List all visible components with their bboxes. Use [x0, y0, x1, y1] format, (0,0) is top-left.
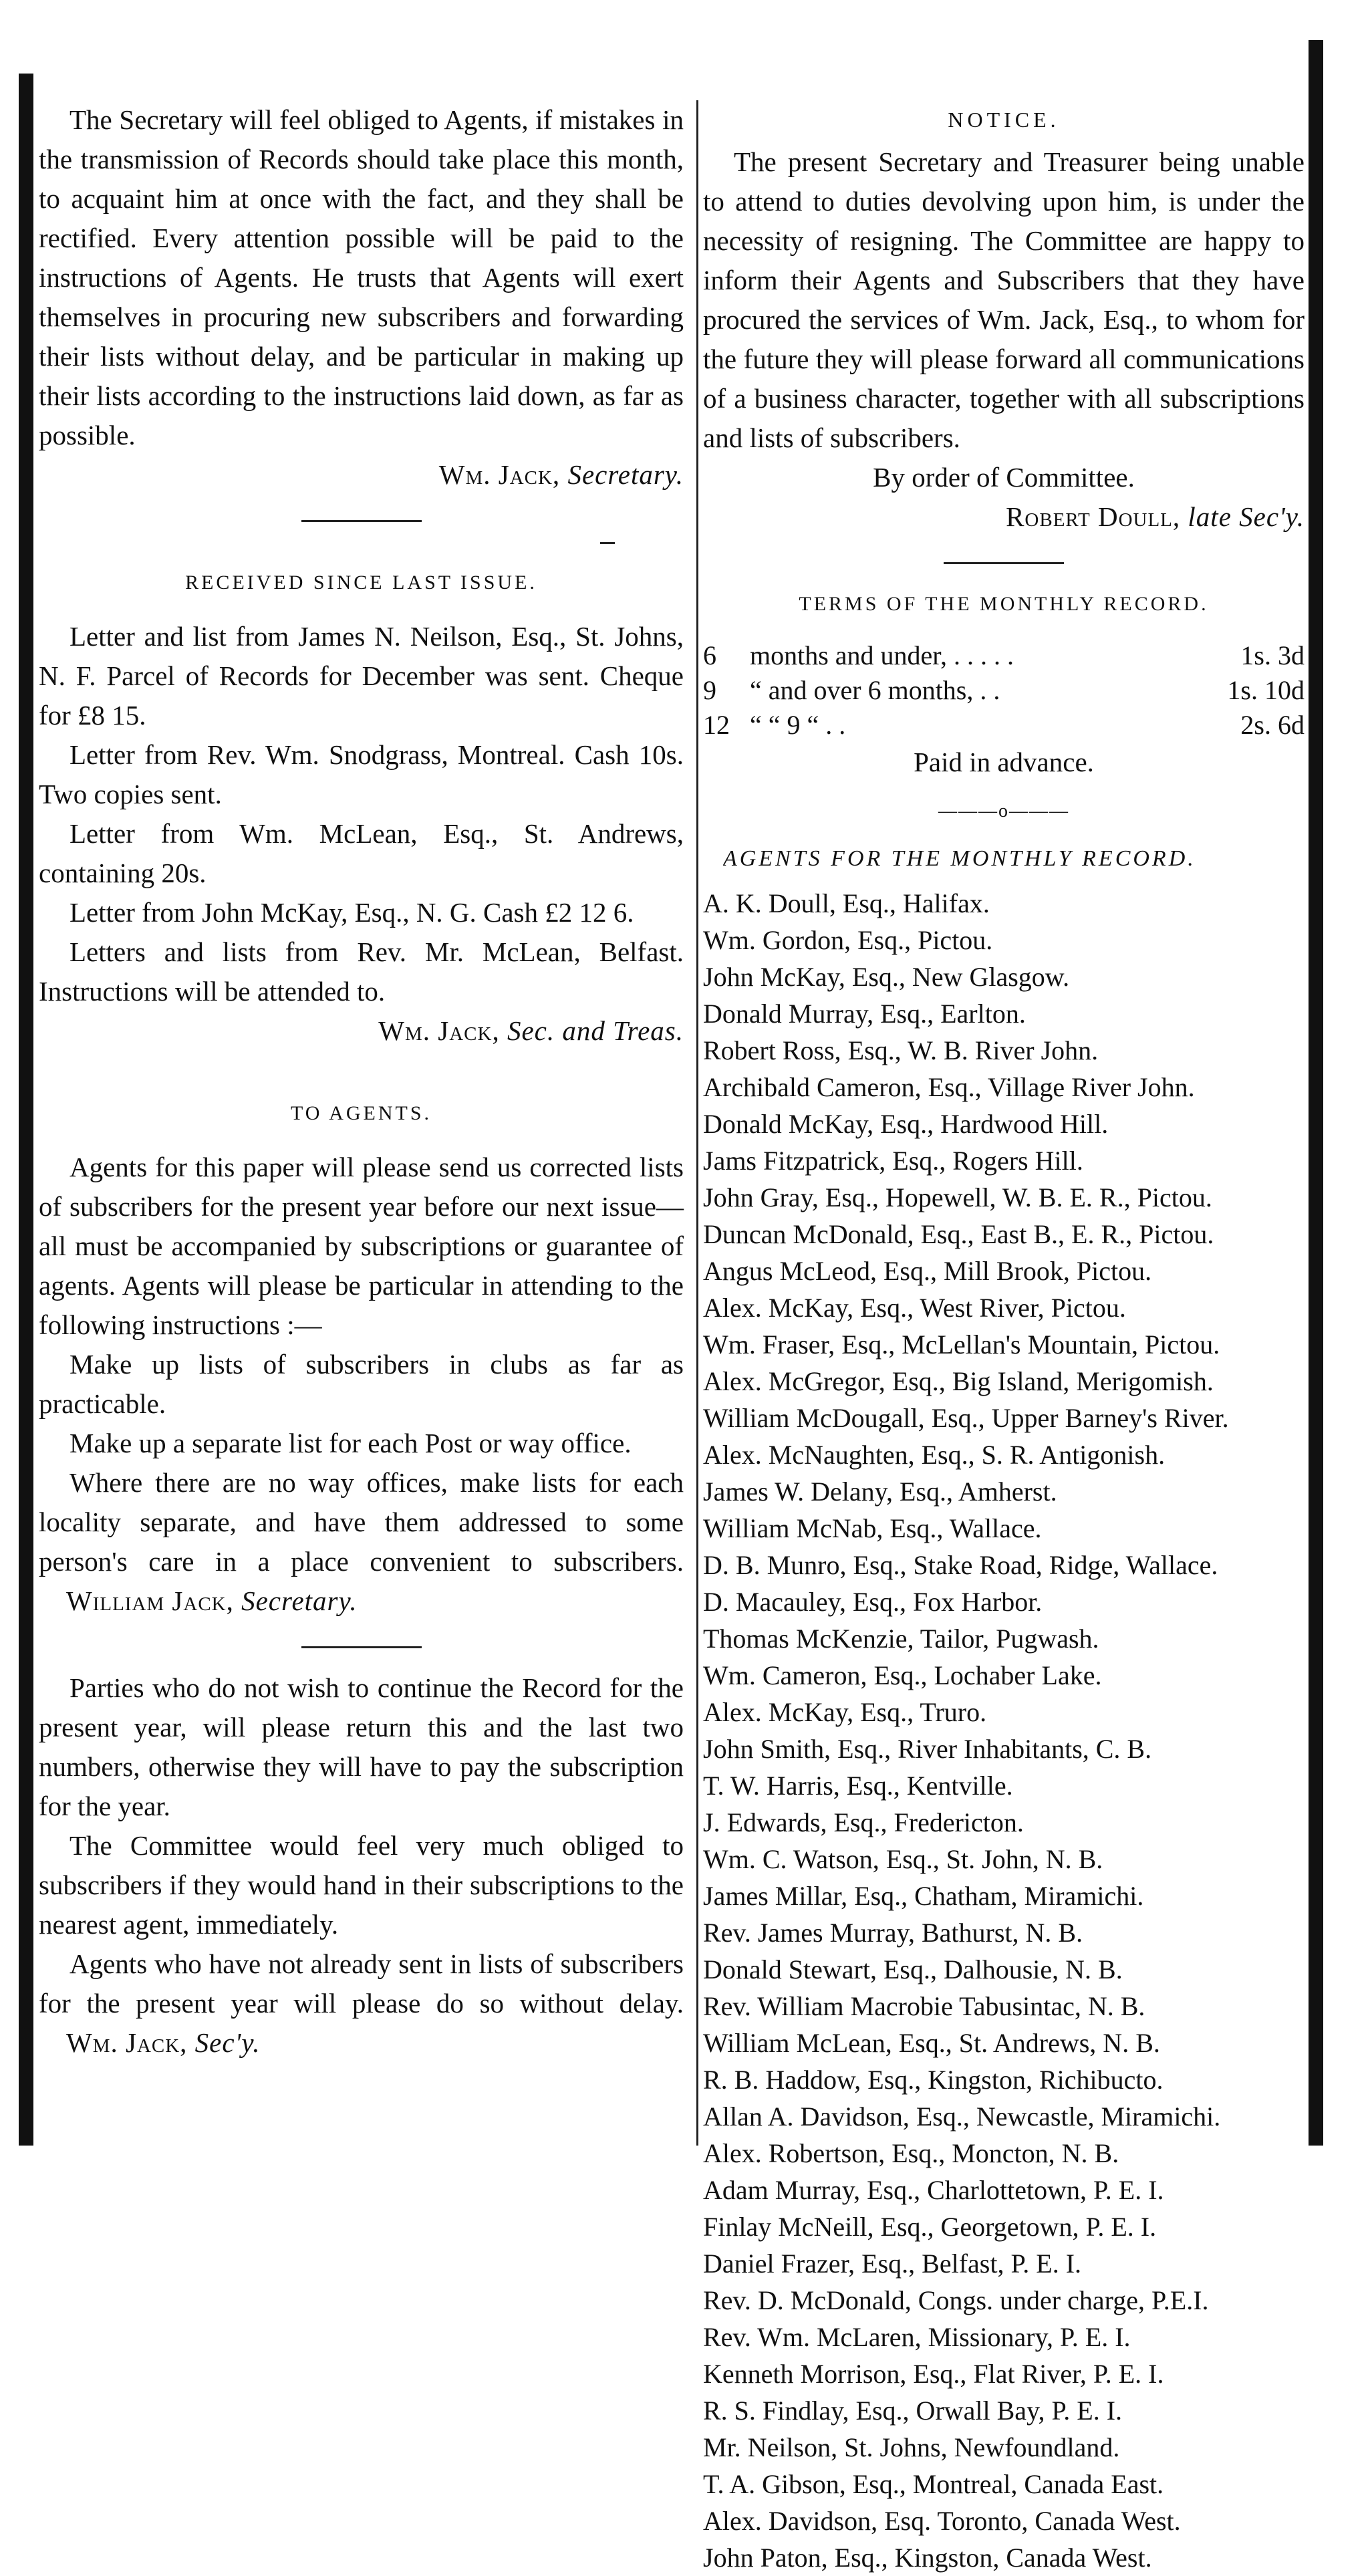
agent-entry: Finlay McNeill, Esq., Georgetown, P. E. I.: [703, 2212, 1157, 2242]
agent-entry: William McNab, Esq., Wallace.: [703, 1513, 1042, 1543]
agent-entry: Wm. Gordon, Esq., Pictou.: [703, 925, 993, 955]
signature-title: Sec'y.: [194, 2027, 261, 2058]
agent-entry: Duncan McDonald, Esq., East B., E. R., Pictou.: [703, 1219, 1214, 1249]
agents-list: [703, 885, 1305, 2576]
agent-entry: Rev. D. McDonald, Congs. under charge, P.E.I.: [703, 2285, 1209, 2315]
terms-months: 6: [703, 640, 716, 670]
closing-last-paragraph: [39, 1944, 684, 2063]
section-rule: [301, 520, 422, 522]
agent-entry: John Gray, Esq., Hopewell, W. B. E. R., Pictou.: [703, 1182, 1212, 1212]
agent-entry: T. W. Harris, Esq., Kentville.: [703, 1771, 1013, 1801]
agent-entry: James Millar, Esq., Chatham, Miramichi.: [703, 1881, 1144, 1911]
notice-signature: [703, 497, 1305, 537]
section-rule: [944, 562, 1064, 564]
paragraph-text: Where there are no way offices, make lists for each locality separate, and have them addressed to some person's care in a place convenient to subscribers.: [39, 1467, 684, 1577]
right-border-rule: [1309, 40, 1323, 2146]
agent-entry: Donald McKay, Esq., Hardwood Hill.: [703, 1109, 1109, 1139]
agent-entry: D. B. Munro, Esq., Stake Road, Ridge, Wallace.: [703, 1550, 1218, 1580]
right-column: [703, 100, 1305, 2576]
left-border-rule: [19, 74, 33, 2146]
agent-entry: A. K. Doull, Esq., Halifax.: [703, 888, 990, 918]
agent-entry: Archibald Cameron, Esq., Village River John.: [703, 1072, 1195, 1102]
agent-entry: Alex. McKay, Esq., West River, Pictou.: [703, 1293, 1126, 1323]
closing-paragraph: The Committee would feel very much obliged to subscribers if they would hand in their subscriptions to the nearest agent, immediately.: [39, 1830, 684, 1940]
terms-row: [703, 673, 1305, 708]
terms-row: [703, 638, 1305, 673]
signature-name: Wm. Jack,: [66, 2027, 188, 2058]
notice-paragraph: The present Secretary and Treasurer being unable to attend to duties devolving upon him, is under the necessity of resigning. The Committee are happy to inform their Agents and Subscribers that they have procured the services of Wm. Jack, Esq., to whom for the future they will please forward all communications of a business character, together with all subscriptions and lists of subscribers.: [703, 146, 1305, 453]
agent-entry: Allan A. Davidson, Esq., Newcastle, Miramichi.: [703, 2101, 1221, 2132]
received-item: Letter from Wm. McLean, Esq., St. Andrews, containing 20s.: [39, 818, 684, 888]
agent-entry: R. B. Haddow, Esq., Kingston, Richibucto.: [703, 2065, 1163, 2095]
dash-mark: [600, 542, 615, 544]
section-rule: [301, 1646, 422, 1648]
column-divider: [696, 100, 698, 2146]
intro-paragraph: The Secretary will feel obliged to Agents, if mistakes in the transmission of Records should take place this month, to acquaint him at once with the fact, and they shall be rectified. Every attention possible will be paid to the instructions of Agents. He trusts that Agents will exert themselves in procuring new subscribers and forwarding their lists without delay, and be particular in making up their lists according to the instructions laid down, as far as possible.: [39, 104, 684, 450]
agent-entry: Donald Murray, Esq., Earlton.: [703, 999, 1026, 1029]
signature-title: Secretary.: [241, 1585, 358, 1616]
agent-entry: Rev. James Murray, Bathurst, N. B.: [703, 1918, 1083, 1948]
agent-entry: Alex. McGregor, Esq., Big Island, Merigomish.: [703, 1366, 1214, 1396]
intro-signature: [39, 455, 684, 495]
agent-entry: John Smith, Esq., River Inhabitants, C. B.: [703, 1734, 1152, 1764]
agent-entry: James W. Delany, Esq., Amherst.: [703, 1476, 1057, 1507]
agent-entry: R. S. Findlay, Esq., Orwall Bay, P. E. I.: [703, 2396, 1123, 2426]
signature-title: Sec. and Treas.: [507, 1015, 684, 1046]
agent-entry: William McLean, Esq., St. Andrews, N. B.: [703, 2028, 1160, 2058]
terms-desc: “ and over 6 months, . .: [750, 675, 1000, 705]
received-item: Letter and list from James N. Neilson, Esq., St. Johns, N. F. Parcel of Records for December was sent. Cheque for £8 15.: [39, 621, 684, 731]
terms-months: 9: [703, 675, 716, 705]
closing-paragraph: Parties who do not wish to continue the Record for the present year, will please return this and the last two numbers, otherwise they will have to pay the subscription for the year.: [39, 1672, 684, 1821]
terms-price: 1s. 10d: [1227, 675, 1305, 705]
agent-entry: Wm. Cameron, Esq., Lochaber Lake.: [703, 1660, 1102, 1690]
received-signature: [39, 1011, 684, 1051]
closing-signature: [66, 2027, 261, 2058]
agent-entry: J. Edwards, Esq., Fredericton.: [703, 1807, 1024, 1837]
notice-by-order: By order of Committee.: [873, 462, 1135, 493]
agent-entry: Thomas McKenzie, Tailor, Pugwash.: [703, 1624, 1099, 1654]
agent-entry: Angus McLeod, Esq., Mill Brook, Pictou.: [703, 1256, 1152, 1286]
agent-entry: Adam Murray, Esq., Charlottetown, P. E. I.: [703, 2175, 1164, 2205]
to-agents-paragraph: Make up lists of subscribers in clubs as far as practicable.: [39, 1349, 684, 1419]
received-item: Letters and lists from Rev. Mr. McLean, Belfast. Instructions will be attended to.: [39, 936, 684, 1007]
terms-row: [703, 708, 1305, 743]
agent-entry: Alex. McNaughten, Esq., S. R. Antigonish.: [703, 1440, 1166, 1470]
received-item: Letter from John McKay, Esq., N. G. Cash £2 12 6.: [70, 897, 634, 928]
terms-desc: months and under, . . . . .: [750, 640, 1014, 670]
terms-months: 12: [703, 710, 730, 740]
left-column: [39, 100, 684, 2063]
signature-name: Wm. Jack,: [378, 1015, 500, 1046]
agent-entry: Wm. Fraser, Esq., McLellan's Mountain, Pictou.: [703, 1329, 1220, 1360]
spacer: [39, 1051, 684, 1075]
signature-name: Wm. Jack,: [438, 459, 561, 490]
to-agents-paragraph: Agents for this paper will please send us corrected lists of subscribers for the present year before our next issue—all must be accompanied by subscriptions or guarantee of agents. Agents will please be particular in attending to the following instructions :—: [39, 1152, 684, 1340]
signature-title: Secretary.: [567, 459, 684, 490]
received-item: Letter from Rev. Wm. Snodgrass, Montreal. Cash 10s. Two copies sent.: [39, 739, 684, 809]
agent-entry: Robert Ross, Esq., W. B. River John.: [703, 1035, 1099, 1065]
signature-name: William Jack,: [66, 1585, 234, 1616]
terms-divider: ———o———: [938, 801, 1069, 821]
agent-entry: Rev. William Macrobie Tabusintac, N. B.: [703, 1991, 1145, 2021]
agent-entry: Alex. Davidson, Esq. Toronto, Canada West.: [703, 2506, 1181, 2536]
agent-entry: John Paton, Esq., Kingston, Canada West.: [703, 2543, 1152, 2573]
terms-price: 2s. 6d: [1240, 710, 1305, 740]
agents-heading: AGENTS FOR THE MONTHLY RECORD.: [723, 846, 1196, 871]
agent-entry: Alex. Robertson, Esq., Moncton, N. B.: [703, 2138, 1119, 2168]
received-heading: RECEIVED SINCE LAST ISSUE.: [185, 571, 537, 594]
agent-entry: D. Macauley, Esq., Fox Harbor.: [703, 1587, 1043, 1617]
to-agents-last-paragraph: [39, 1463, 684, 1621]
agent-entry: John McKay, Esq., New Glasgow.: [703, 962, 1070, 992]
agent-entry: T. A. Gibson, Esq., Montreal, Canada East.: [703, 2469, 1164, 2499]
agent-entry: Wm. C. Watson, Esq., St. John, N. B.: [703, 1844, 1103, 1874]
to-agents-signature: [66, 1585, 358, 1616]
signature-title: late Sec'y.: [1188, 501, 1305, 532]
agent-entry: Rev. Wm. McLaren, Missionary, P. E. I.: [703, 2322, 1131, 2352]
to-agents-heading: TO AGENTS.: [290, 1102, 432, 1124]
signature-name: Robert Doull,: [1006, 501, 1181, 532]
paragraph-text: Agents who have not already sent in lists of subscribers for the present year will please do so without delay.: [39, 1948, 684, 2019]
terms-footer: Paid in advance.: [914, 747, 1094, 777]
agent-entry: William McDougall, Esq., Upper Barney's River.: [703, 1403, 1229, 1433]
terms-desc: “ “ 9 “ . .: [750, 710, 846, 740]
notice-title: NOTICE.: [948, 108, 1060, 132]
agent-entry: Daniel Frazer, Esq., Belfast, P. E. I.: [703, 2248, 1082, 2279]
terms-price: 1s. 3d: [1240, 640, 1305, 670]
agent-entry: Kenneth Morrison, Esq., Flat River, P. E. I.: [703, 2359, 1164, 2389]
agent-entry: Donald Stewart, Esq., Dalhousie, N. B.: [703, 1954, 1123, 1984]
agent-entry: Alex. McKay, Esq., Truro.: [703, 1697, 987, 1727]
to-agents-paragraph: Make up a separate list for each Post or way office.: [70, 1428, 632, 1458]
terms-heading: TERMS OF THE MONTHLY RECORD.: [799, 593, 1209, 615]
agent-entry: Mr. Neilson, St. Johns, Newfoundland.: [703, 2432, 1120, 2462]
agent-entry: Jams Fitzpatrick, Esq., Rogers Hill.: [703, 1146, 1083, 1176]
